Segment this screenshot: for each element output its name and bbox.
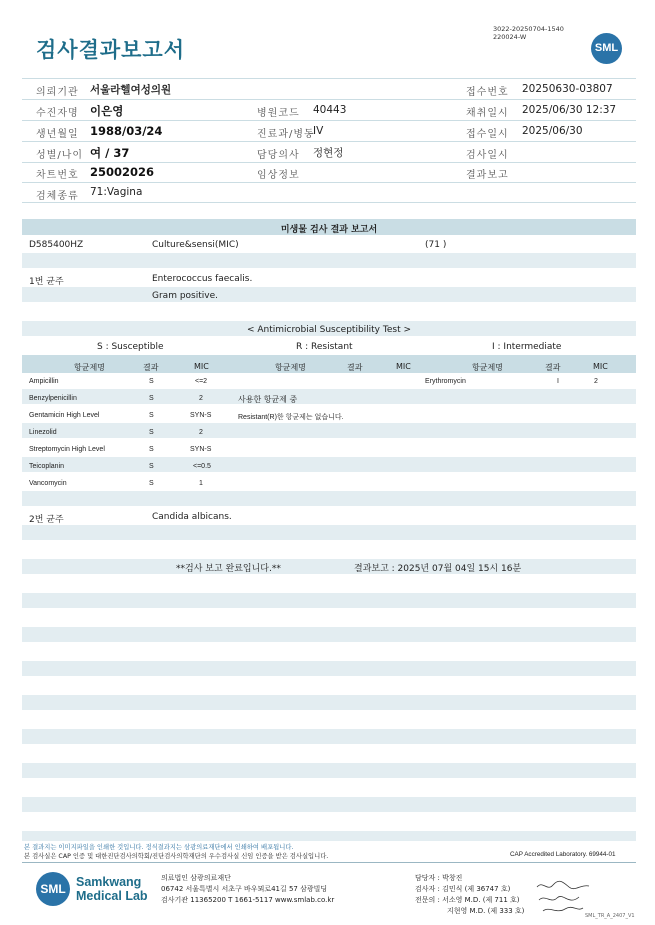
drug-mic: 2: [199, 395, 203, 402]
drug-name: Ampicillin: [29, 378, 59, 385]
ast-title: < Antimicrobial Susceptibility Test >: [247, 325, 411, 335]
chart-label: 차트번호: [36, 170, 79, 181]
drug-mic: SYN-S: [190, 446, 212, 453]
section-title: 미생물 검사 결과 보고서: [280, 225, 378, 235]
test-dt-label: 검사일시: [466, 150, 509, 161]
ast-header-band: [22, 355, 636, 373]
staff-specialist-1: 전문의 : 서소영 M.D. (제 711 호): [415, 896, 520, 904]
drug-name: Streptomycin High Level: [29, 446, 105, 453]
col-mic: MIC: [396, 362, 411, 371]
report-label: 결과보고: [466, 170, 509, 181]
signature-image: [535, 878, 595, 916]
page-title: 검사결과보고서: [36, 38, 186, 62]
drug-mic: 2: [199, 429, 203, 436]
drug-result: S: [149, 463, 154, 470]
test-code: D585400HZ: [29, 240, 84, 250]
organism-2-label: 2번 균주: [29, 515, 64, 525]
organism-1-gram: Gram positive.: [152, 291, 218, 301]
name-value: 이은영: [90, 104, 124, 118]
resistance-note: Resistant(R)한 항균제는 없습니다.: [238, 414, 344, 421]
organism-2-name: Candida albicans.: [152, 512, 232, 522]
row-band: [22, 559, 636, 574]
doctor-label: 담당의사: [257, 150, 300, 161]
divider: [22, 162, 636, 163]
row-band: [22, 593, 636, 608]
col-result: 결과: [347, 363, 363, 372]
row-band: [22, 729, 636, 744]
dob-label: 생년월일: [36, 129, 79, 140]
row-band: [22, 287, 636, 302]
organism-1-name: Enterococcus faecalis.: [152, 274, 253, 284]
dob-value: 1988/03/24: [90, 124, 163, 138]
sexage-value: 여 / 37: [90, 146, 130, 160]
drug-result: I: [557, 378, 559, 385]
drug-name: Benzylpenicillin: [29, 395, 77, 402]
sml-logo: SML: [36, 872, 70, 906]
test-name: Culture&sensi(MIC): [152, 240, 239, 250]
institution-label: 의뢰기관: [36, 87, 79, 98]
divider: [22, 182, 636, 183]
drug-mic: <=2: [195, 378, 208, 385]
divider: [22, 120, 636, 121]
drug-result: S: [149, 412, 154, 419]
ward-code-value: 40443: [313, 104, 347, 116]
drug-mic: 1: [199, 480, 203, 487]
legend-susceptible: S : Susceptible: [97, 342, 164, 352]
document-code: 3022-20250704-1540 220024-W: [493, 25, 564, 41]
row-band: [22, 627, 636, 642]
collect-label: 채취일시: [466, 108, 509, 119]
clinical-label: 임상정보: [257, 170, 300, 181]
drug-mic: 2: [594, 378, 598, 385]
footer-divider: [22, 862, 636, 863]
row-band: [22, 525, 636, 540]
drug-result: S: [149, 429, 154, 436]
drug-name: Erythromycin: [425, 378, 466, 385]
row-band: [22, 831, 636, 841]
drug-name: Teicoplanin: [29, 463, 65, 470]
notice-print: 본 결과지는 이미지파일을 인쇄한 것입니다. 정식결과지는 삼광의료재단에서 인쇄하여 배포됩니다.: [24, 844, 294, 851]
form-code: SML_TR_A_2407_V1: [585, 913, 635, 919]
company-name: Samkwang Medical Lab: [76, 875, 148, 903]
col-result: 결과: [545, 363, 561, 372]
name-label: 수진자명: [36, 108, 79, 119]
row-band: [22, 491, 636, 506]
receipt-no-label: 접수번호: [466, 87, 509, 98]
staff-examiner: 검사자 : 김민식 (제 36747 호): [415, 885, 511, 893]
address: 06742 서울특별시 서초구 바우뫼로41길 57 삼광빌딩: [161, 885, 328, 893]
row-band: [22, 389, 636, 404]
row-band: [22, 797, 636, 812]
divider: [22, 141, 636, 142]
drug-name: Linezolid: [29, 429, 57, 436]
doctor-value: 정현정: [313, 147, 344, 159]
col-drug: 항균제명: [74, 363, 105, 372]
row-band: [22, 695, 636, 710]
row-band: [22, 763, 636, 778]
notice-accreditation: 본 검사실은 CAP 인증 및 대한진단검사의학회/진단검사의학재단의 우수검사실 신임 인증을 받은 검사실입니다.: [24, 853, 329, 860]
staff-manager: 담당자 : 박창진: [415, 874, 463, 882]
chart-value: 25002026: [90, 165, 155, 179]
organism-1-label: 1번 균주: [29, 277, 64, 287]
specimen-value: 71:Vagina: [90, 186, 143, 198]
row-band: [22, 253, 636, 268]
divider: [22, 202, 636, 203]
ward-code-label: 병원코드: [257, 108, 300, 119]
receipt-no-value: 20250630-03807: [522, 83, 613, 95]
divider: [22, 99, 636, 100]
row-band: [22, 423, 636, 438]
contact: 검사기관 11365200 T 1661-5117 www.smlab.co.kr: [161, 896, 335, 904]
drug-result: S: [149, 446, 154, 453]
cap-accreditation: CAP Accredited Laboratory. 69944-01: [510, 851, 616, 858]
report-time: 결과보고 : 2025년 07월 04일 15시 16분: [354, 564, 522, 574]
dept-label: 진료과/병동: [257, 129, 315, 140]
drug-result: S: [149, 378, 154, 385]
test-code-num: (71 ): [425, 240, 447, 250]
institution-value: 서울라헬여성의원: [90, 84, 172, 96]
col-result: 결과: [143, 363, 159, 372]
drug-name: Vancomycin: [29, 480, 67, 487]
drug-mic: <=0.5: [193, 463, 211, 470]
dept-value: IV: [313, 125, 324, 137]
collect-value: 2025/06/30 12:37: [522, 104, 617, 116]
staff-specialist-2: 지현영 M.D. (제 333 호): [447, 907, 525, 915]
receive-label: 접수일시: [466, 129, 509, 140]
sexage-label: 성별/나이: [36, 150, 84, 161]
row-band: [22, 457, 636, 472]
report-complete: **검사 보고 완료입니다.**: [176, 564, 281, 574]
sml-logo: SML: [591, 33, 622, 64]
col-mic: MIC: [593, 362, 608, 371]
foundation-name: 의료법인 삼광의료재단: [161, 874, 231, 882]
legend-resistant: R : Resistant: [296, 342, 353, 352]
specimen-label: 검체종류: [36, 191, 79, 202]
col-drug: 항균제명: [472, 363, 503, 372]
row-band: [22, 661, 636, 676]
drug-mic: SYN-S: [190, 412, 212, 419]
drug-result: S: [149, 480, 154, 487]
resistance-note: 사용한 항균제 중: [238, 395, 298, 404]
divider: [22, 78, 636, 79]
col-mic: MIC: [194, 362, 209, 371]
legend-intermediate: I : Intermediate: [492, 342, 562, 352]
drug-result: S: [149, 395, 154, 402]
drug-name: Gentamicin High Level: [29, 412, 100, 419]
col-drug: 항균제명: [275, 363, 306, 372]
receive-value: 2025/06/30: [522, 125, 583, 137]
